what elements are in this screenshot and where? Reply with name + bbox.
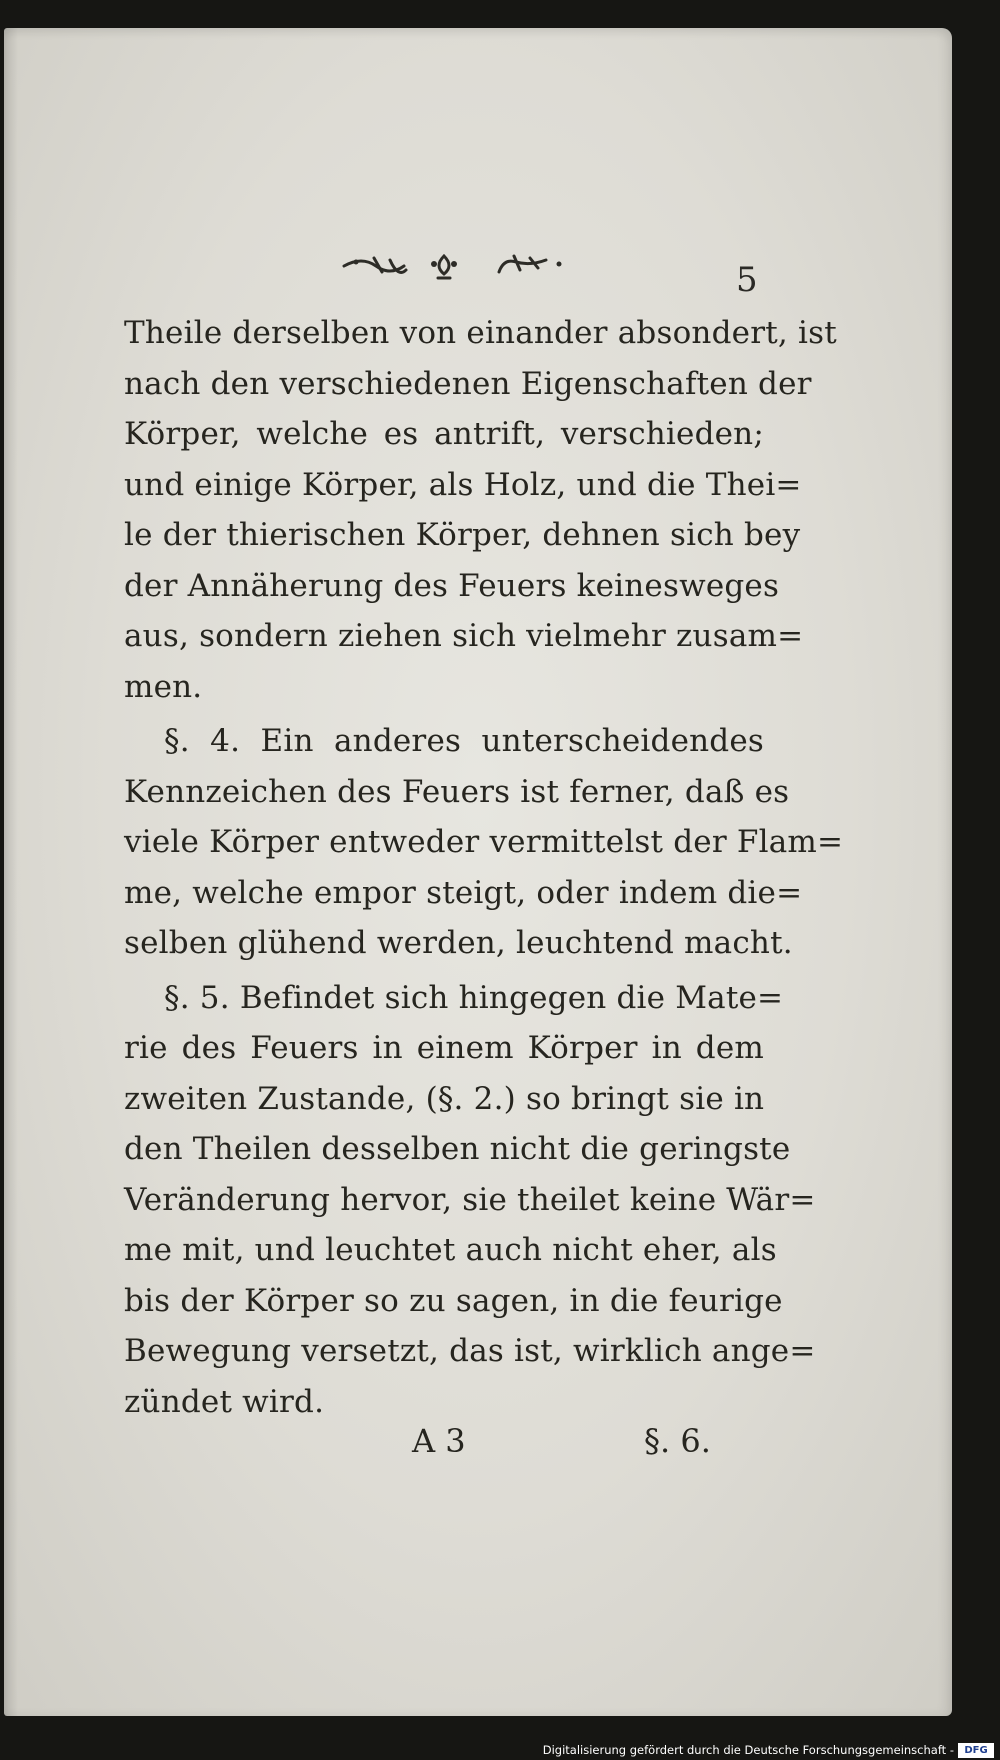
dfg-logo: DFG <box>958 1743 994 1758</box>
body-text <box>124 308 844 1427</box>
book-page <box>4 28 952 1716</box>
text-line: viele Körper entweder vermittelst der Flam= <box>124 824 844 860</box>
text-line: den Theilen desselben nicht die geringste <box>124 1131 791 1167</box>
catchword: §. 6. <box>644 1422 711 1460</box>
text-line: selben glühend werden, leuchtend macht. <box>124 925 793 961</box>
text-line: und einige Körper, als Holz, und die Thei= <box>124 466 802 503</box>
text-line: §. 5. Befindet sich hingegen die Mate= <box>164 979 784 1016</box>
text-line: nach den verschiedenen Eigenschaften der <box>124 365 812 402</box>
text-line: bis der Körper so zu sagen, in die feurige <box>124 1282 783 1319</box>
signature-mark: A 3 <box>412 1422 466 1460</box>
text-line: rie des Feuers in einem Körper in dem <box>124 1030 764 1066</box>
text-line: le der thierischen Körper, dehnen sich bey <box>124 517 801 553</box>
text-line: me, welche empor steigt, oder indem die= <box>124 874 803 911</box>
text-line: Körper, welche es antrift, verschieden; <box>124 416 764 452</box>
ornament-icon <box>334 248 574 288</box>
text-line: Veränderung hervor, sie theilet keine Wär= <box>124 1181 816 1218</box>
paragraph-3 <box>124 973 816 1428</box>
text-line: zweiten Zustande, (§. 2.) so bringt sie in <box>124 1080 765 1117</box>
text-line: Bewegung versetzt, das ist, wirklich ange= <box>124 1333 816 1369</box>
text-line: der Annäherung des Feuers keinesweges <box>124 567 780 604</box>
text-line: Kennzeichen des Feuers ist ferner, daß es <box>124 773 790 810</box>
text-line: me mit, und leuchtet auch nicht eher, als <box>124 1232 777 1268</box>
paragraph-2 <box>124 716 844 969</box>
digitization-credit: Digitalisierung gefördert durch die Deutsche Forschungsgemeinschaft - <box>542 1743 954 1757</box>
text-line: men. <box>124 668 203 705</box>
text-line: §. 4. Ein anderes unterscheidendes <box>164 723 764 759</box>
page-gutter-shadow <box>4 28 18 1716</box>
text-line: Theile derselben von einander absondert, ist <box>124 315 837 351</box>
paragraph-1 <box>124 308 837 712</box>
text-line: aus, sondern ziehen sich vielmehr zusam= <box>124 618 804 654</box>
page-number: 5 <box>736 260 758 300</box>
text-line: zündet wird. <box>124 1383 325 1420</box>
